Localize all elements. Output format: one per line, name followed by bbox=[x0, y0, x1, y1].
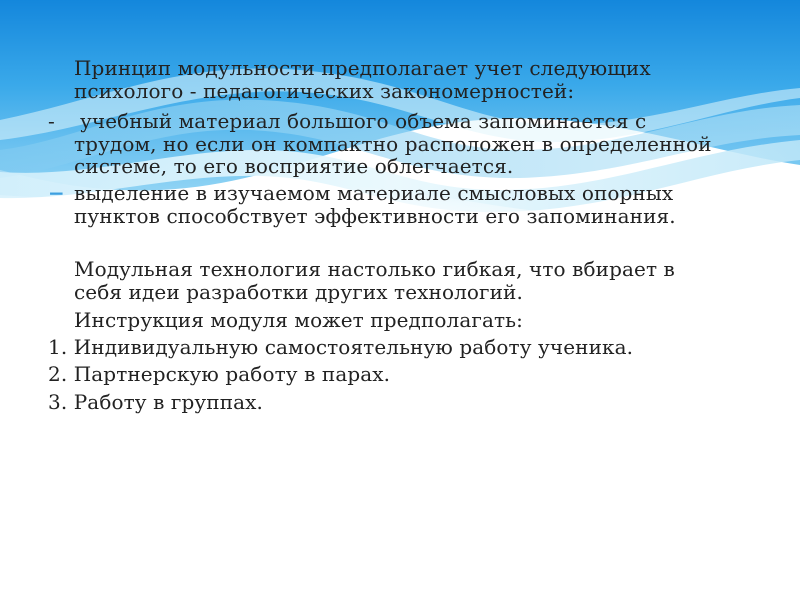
paragraph-1-line-2: психолого - педагогических закономерностей: bbox=[74, 79, 575, 103]
bullet-1-line-3: системе, то его восприятие облегчается. bbox=[74, 154, 514, 178]
numbered-item-2: 2. Партнерскую работу в парах. bbox=[48, 362, 391, 386]
bullet-1-line-2: трудом, но если он компактно расположен в определенной bbox=[74, 132, 712, 156]
bullet-2-line-2: пунктов способствует эффективности его запоминания. bbox=[74, 204, 676, 228]
paragraph-3-line-1: Инструкция модуля может предполагать: bbox=[74, 308, 523, 332]
paragraph-1-line-1: Принцип модульности предполагает учет следующих bbox=[74, 56, 651, 80]
numbered-item-3: 3. Работу в группах. bbox=[48, 390, 263, 414]
numbered-item-1: 1. Индивидуальную самостоятельную работу ученика. bbox=[48, 335, 634, 359]
bullet-1-line-1: учебный материал большого объема запоминается с bbox=[80, 109, 647, 133]
bullet-1-marker: - bbox=[48, 109, 55, 133]
bullet-2-line-1: выделение в изучаемом материале смысловых опорных bbox=[74, 181, 674, 205]
paragraph-2-line-1: Модульная технология настолько гибкая, что вбирает в bbox=[74, 257, 675, 281]
bullet-2-marker: − bbox=[48, 181, 65, 205]
paragraph-2-line-2: себя идеи разработки других технологий. bbox=[74, 280, 523, 304]
